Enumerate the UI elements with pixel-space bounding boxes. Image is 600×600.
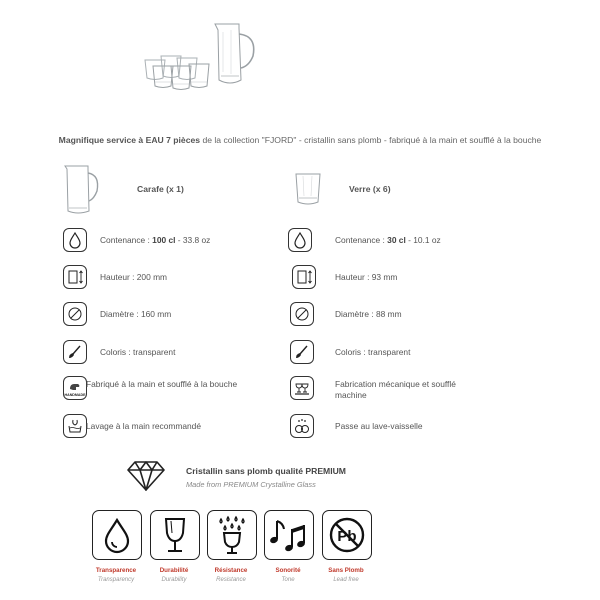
diameter-icon (290, 302, 314, 326)
glass-row-front (153, 64, 209, 90)
brush-icon (63, 340, 87, 364)
carafe-height: Hauteur : 200 mm (100, 272, 168, 282)
machine-made-icon (290, 376, 314, 400)
lead-symbol: Pb (337, 528, 357, 545)
capacity-label: Contenance : (100, 235, 153, 245)
verre-color: Coloris : transparent (335, 347, 411, 357)
pitcher-image (215, 24, 254, 83)
carafe-thumbnail (60, 165, 100, 215)
carafe-title: Carafe (x 1) (137, 184, 184, 194)
badge-label: Sans Plomb (328, 567, 364, 574)
carafe-washing: Lavage à la main recommandé (86, 421, 201, 431)
transparency-icon (92, 510, 142, 560)
badge-sub: Transparency (97, 577, 135, 583)
verre-fabrication: Fabrication mécanique et soufflé machine (335, 379, 456, 400)
drop-icon (288, 228, 312, 252)
carafe-capacity (100, 235, 210, 246)
verre-washing: Passe au lave-vaisselle (335, 421, 423, 431)
intro-rest: de la collection "FJORD" - cristallin sans plomb - fabriqué à la main et soufflé à la bouche (200, 135, 542, 145)
capacity-label: Contenance : (335, 235, 388, 245)
brush-icon (290, 340, 314, 364)
crystal-title: Cristallin sans plomb qualité PREMIUM (186, 466, 346, 476)
badge-sub: Tone (281, 577, 295, 583)
carafe-color: Coloris : transparent (100, 347, 176, 357)
resistance-icon (207, 510, 257, 560)
handmade-word: HANDMADE (64, 393, 86, 397)
diamond-icon (125, 459, 167, 493)
intro-bold: Magnifique service à EAU 7 pièces (58, 135, 201, 145)
lead-free-icon (322, 510, 372, 560)
carafe-fabrication: Fabriqué à la main et soufflé à la bouche (86, 379, 238, 389)
badge-sub: Lead free (333, 577, 359, 583)
music-note-icon (264, 510, 314, 560)
verre-height: Hauteur : 93 mm (335, 272, 398, 282)
badge-label: Transparence (95, 567, 137, 574)
verre-title: Verre (x 6) (349, 184, 391, 194)
handwash-icon (63, 414, 87, 438)
crystal-subtitle: Made from PREMIUM Crystalline Glass (186, 480, 316, 489)
capacity-value: 100 cl (152, 235, 176, 245)
diameter-icon (63, 302, 87, 326)
verre-thumbnail (293, 172, 323, 206)
verre-diameter: Diamètre : 88 mm (335, 309, 402, 319)
drop-icon (63, 228, 87, 252)
capacity-extra: - 10.1 oz (405, 235, 441, 245)
height-icon (63, 265, 87, 289)
verre-capacity (335, 235, 441, 246)
capacity-value: 30 cl (387, 235, 406, 245)
capacity-extra: - 33.8 oz (175, 235, 211, 245)
intro-description (0, 135, 600, 145)
height-icon (292, 265, 316, 289)
hero-product-image (135, 20, 270, 92)
dishwasher-icon (290, 414, 314, 438)
durability-icon (150, 510, 200, 560)
badge-label: Sonorité (275, 567, 301, 574)
carafe-diameter: Diamètre : 160 mm (100, 309, 172, 319)
badge-sub: Resistance (216, 577, 246, 583)
badge-sub: Durability (161, 577, 187, 583)
badge-label: Durabilité (159, 567, 189, 574)
badge-label: Résistance (214, 567, 248, 574)
handmade-icon (63, 376, 87, 400)
